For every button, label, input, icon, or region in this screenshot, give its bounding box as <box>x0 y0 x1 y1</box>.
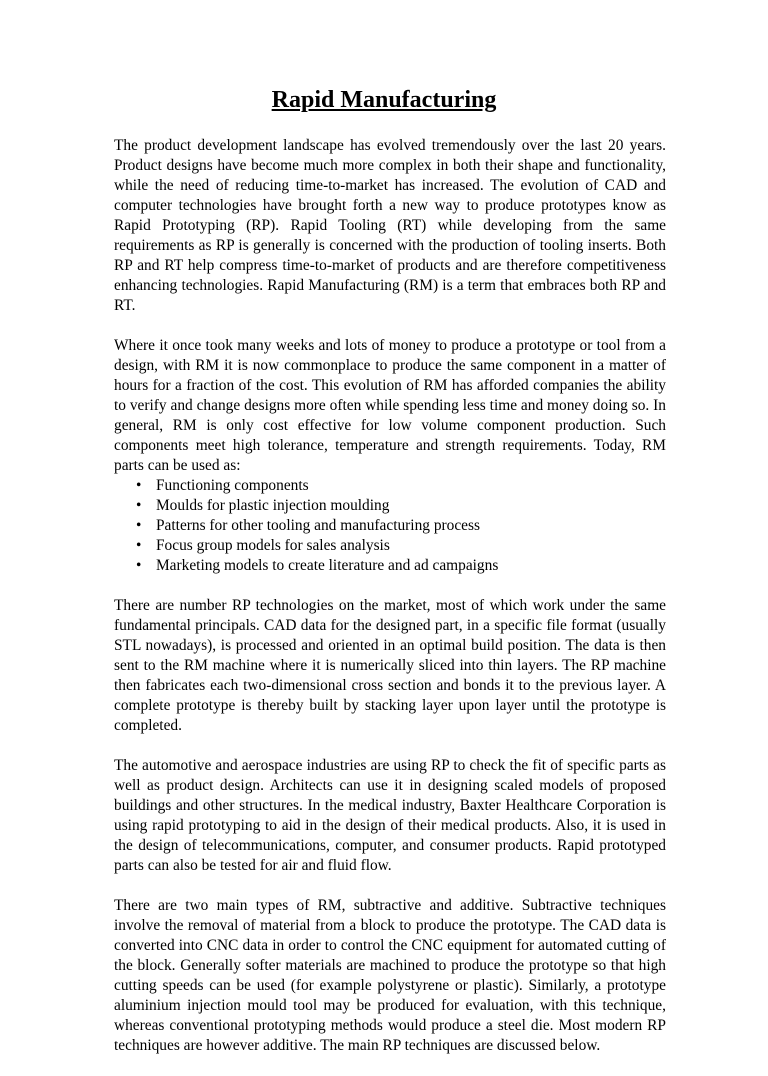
list-item: • Patterns for other tooling and manufacturing process <box>156 516 666 536</box>
paragraph-rm-benefits: Where it once took many weeks and lots of money to produce a prototype or tool from a design, with RM it is now commonplace to produce the same component in a matter of hours for a fraction of the cost. This evolution of RM has afforded companies the ability to verify and change designs more often while spending less time and money doing so. In general, RM is only cost effective for low volume component production. Such components meet high tolerance, temperature and strength requirements. Today, RM parts can be used as: <box>114 337 666 474</box>
page-title: Rapid Manufacturing <box>271 87 497 113</box>
paragraph-rp-technologies: There are number RP technologies on the market, most of which work under the same fundamental principals. CAD data for the designed part, in a specific file format (usually STL nowadays), is processed and oriented in an optimal build position. The data is then sent to the RM machine where it is numerically sliced into thin layers. The RP machine then fabricates each two-dimensional cross section and bonds it to the previous layer. A complete prototype is thereby built by stacking layer upon layer until the prototype is completed. <box>114 597 666 734</box>
paragraph-rm-types: There are two main types of RM, subtractive and additive. Subtractive techniques involve the removal of material from a block to produce the prototype. The CAD data is converted into CNC data in order to control the CNC equipment for automated cutting of the block. Generally softer materials are machined to produce the prototype so that high cutting speeds can be used (for example polystyrene or plastic). Similarly, a prototype aluminium injection mould tool may be produced for evaluation, with this technique, whereas conventional prototyping methods would produce a steel die. Most modern RP techniques are however additive. The main RP techniques are discussed below. <box>114 897 666 1054</box>
list-item: • Functioning components <box>156 476 666 496</box>
paragraph-industries: The automotive and aerospace industries are using RP to check the fit of specific parts as well as product design. Architects can use it in designing scaled models of proposed buildings and other structures. In the medical industry, Baxter Healthcare Corporation is using rapid prototyping to aid in the design of their medical products. Also, it is used in the design of telecommunications, computer, and consumer products. Rapid prototyped parts can also be tested for air and fluid flow. <box>114 757 666 874</box>
rm-uses-list <box>114 476 666 576</box>
list-item: • Moulds for plastic injection moulding <box>156 496 666 516</box>
paragraph-intro: The product development landscape has evolved tremendously over the last 20 years. Product designs have become much more complex in both their shape and functionality, while the need of reducing time-to-market has increased. The evolution of CAD and computer technologies have brought forth a new way to produce prototypes know as Rapid Prototyping (RP). Rapid Tooling (RT) while developing from the same requirements as RP is generally is concerned with the production of tooling inserts. Both RP and RT help compress time-to-market of products and are therefore competitiveness enhancing technologies. Rapid Manufacturing (RM) is a term that embraces both RP and RT. <box>114 137 666 314</box>
list-item: • Focus group models for sales analysis <box>156 536 666 556</box>
document-body <box>114 136 666 1076</box>
list-item: • Marketing models to create literature and ad campaigns <box>156 556 666 576</box>
